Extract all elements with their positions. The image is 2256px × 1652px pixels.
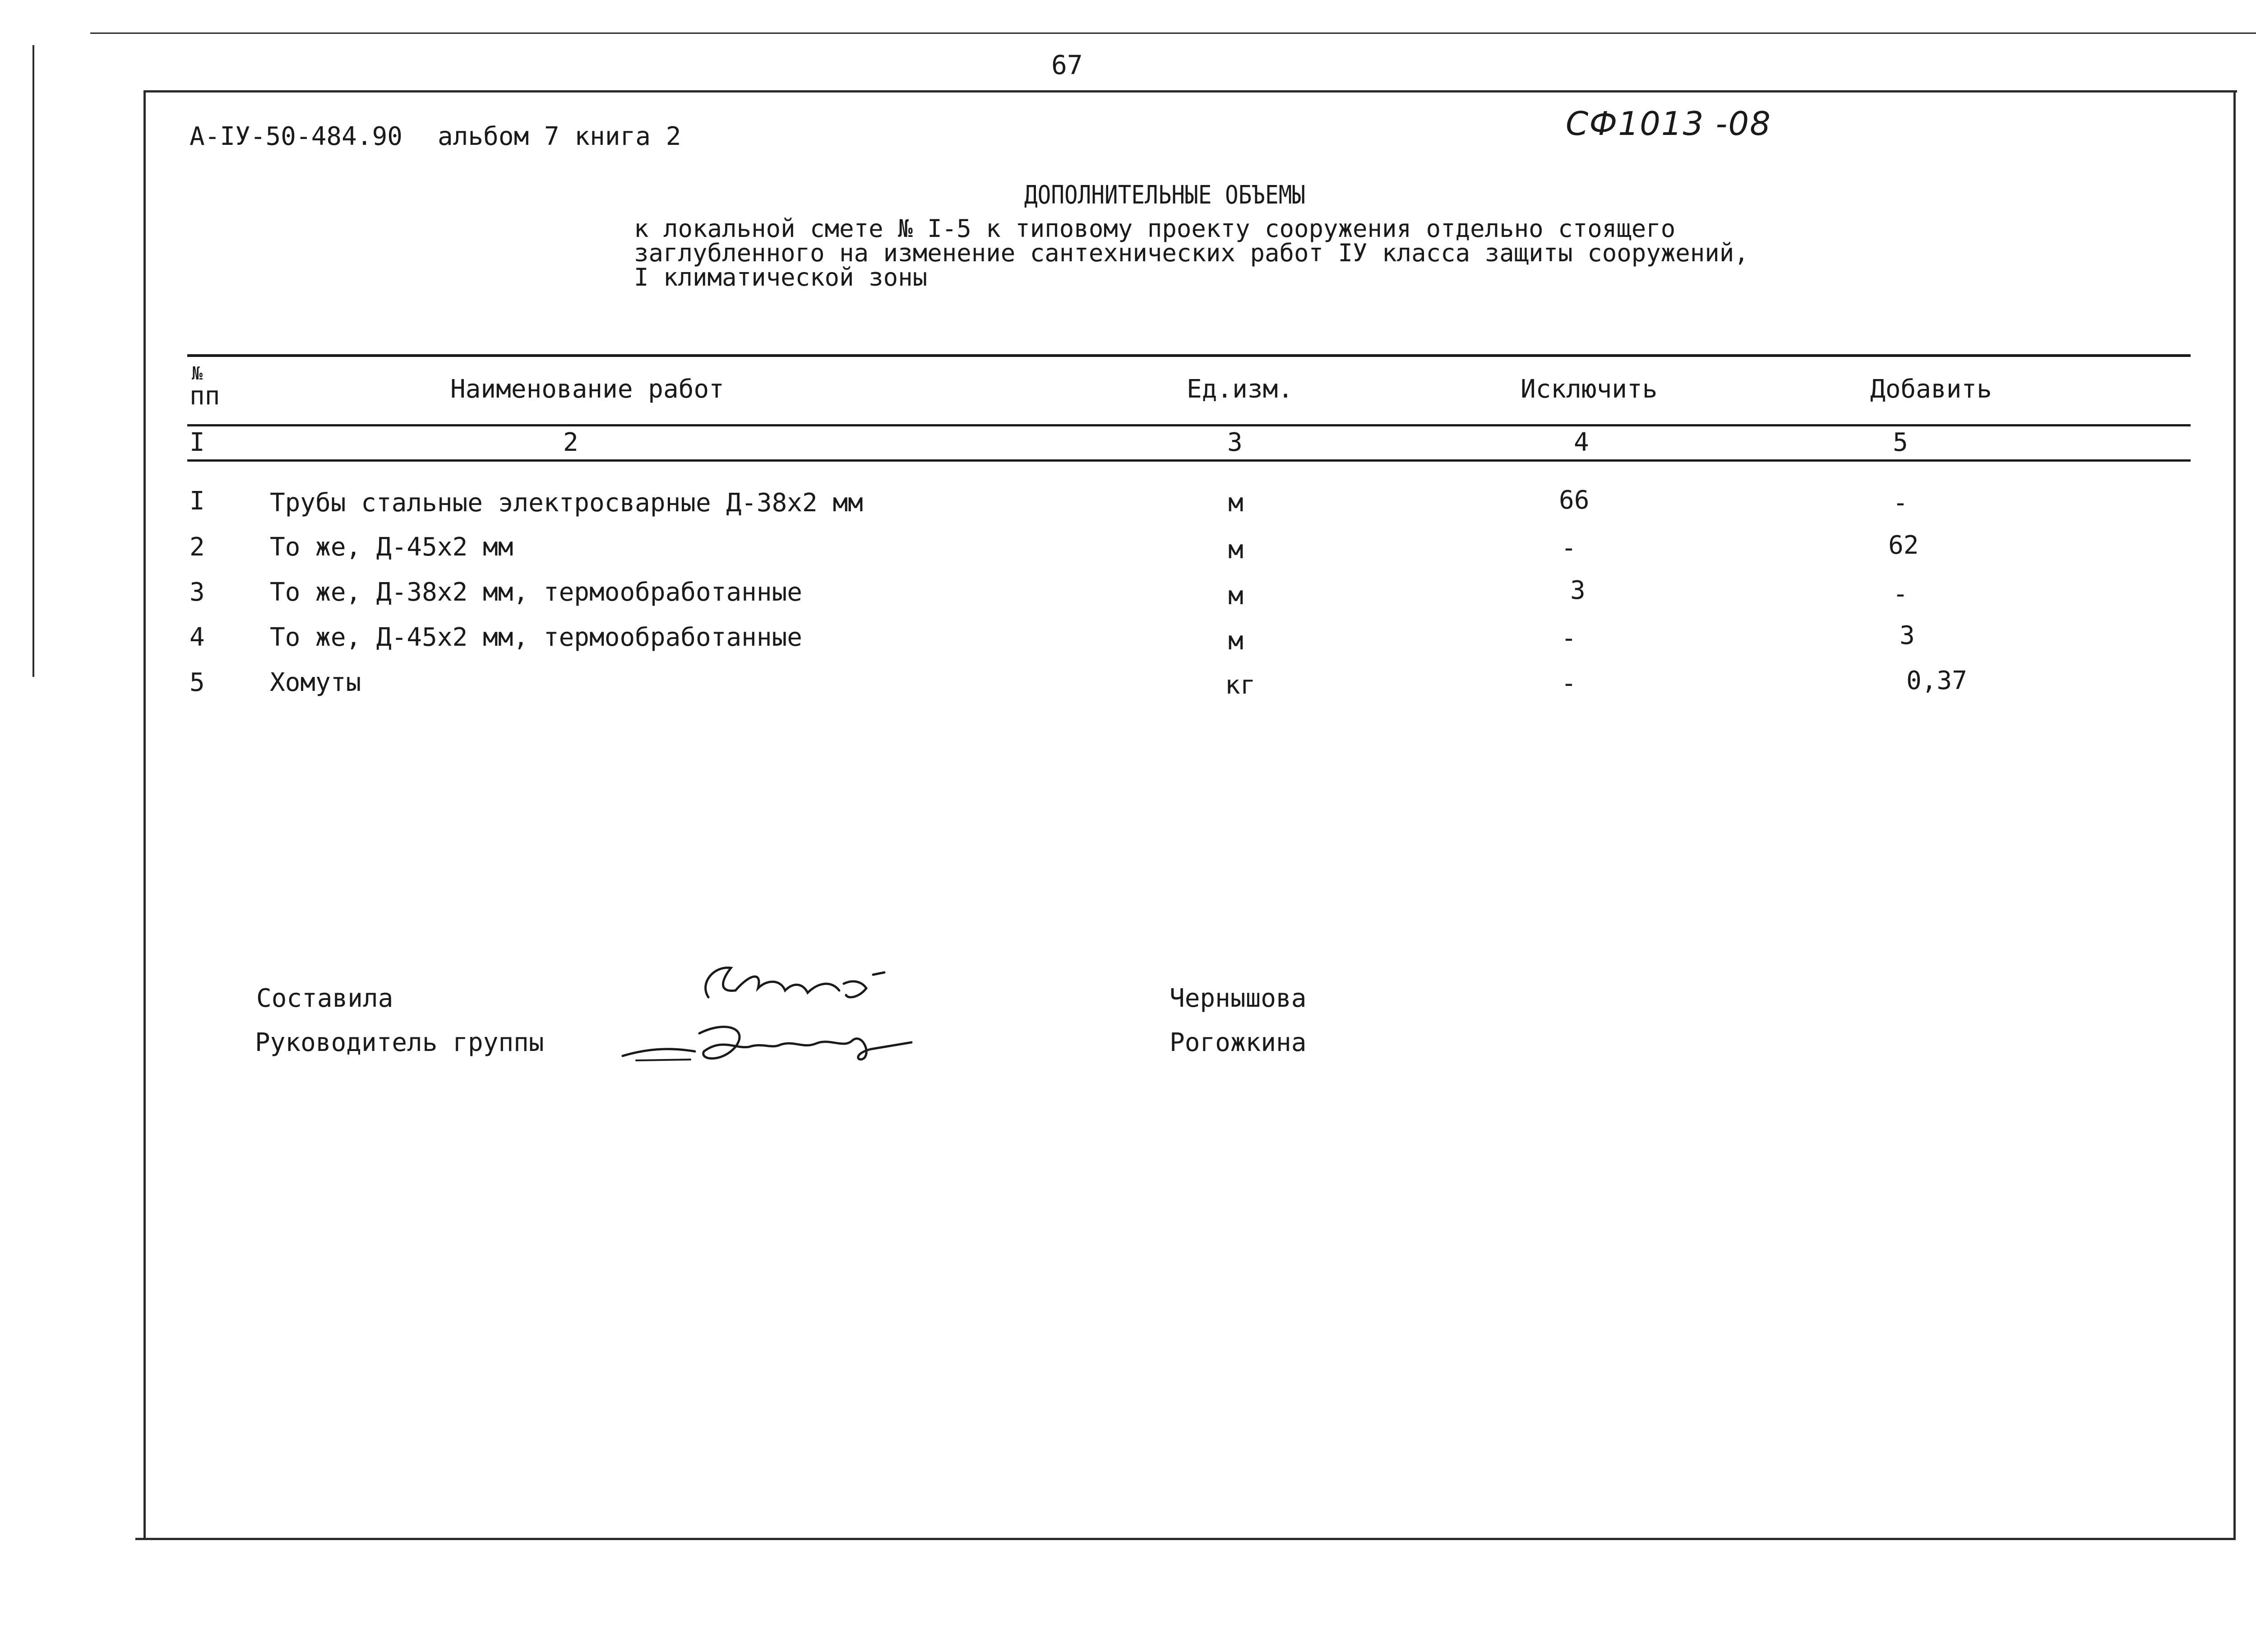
row-number: 2 [190, 532, 205, 562]
column-number-3: 3 [1227, 428, 1243, 457]
row-exclude: - [1561, 669, 1576, 698]
group-lead-label: Руководитель группы [255, 1028, 544, 1057]
header-unit: Ед.изм. [1187, 375, 1294, 404]
group-lead-name: Рогожкина [1170, 1028, 1307, 1057]
column-number-2: 2 [563, 428, 578, 457]
row-number: 3 [190, 578, 205, 607]
header-num-bottom: пп [190, 381, 220, 411]
column-number-1: I [190, 428, 205, 457]
row-add: 62 [1888, 531, 1919, 560]
row-work-name: Хомуты [270, 668, 361, 697]
handwritten-signature-lead [618, 1006, 916, 1078]
row-work-name: Трубы стальные электросварные Д-38х2 мм [270, 488, 863, 518]
header-rule [187, 424, 2191, 426]
scan-edge-left [32, 45, 34, 677]
row-add: 0,37 [1906, 666, 1967, 695]
frame-top [143, 90, 2237, 93]
subtitle-line-1: к локальной смете № I-5 к типовому проекту сооружения отдельно стоящего [634, 214, 1676, 243]
stamp-code: СФ1013 -08 [1566, 105, 1771, 143]
frame-bottom [135, 1538, 2236, 1540]
header-work-name: Наименование работ [450, 375, 724, 404]
compiled-by-label: Составила [256, 984, 393, 1013]
row-work-name: То же, Д-45х2 мм, термообработанные [270, 623, 803, 652]
subtitle-line-3: I климатической зоны [634, 263, 928, 292]
row-unit: м [1228, 581, 1244, 611]
row-exclude: 3 [1570, 576, 1586, 605]
row-unit: м [1228, 488, 1244, 518]
document-title: ДОПОЛНИТЕЛЬНЫЕ ОБЪЕМЫ [1024, 180, 1306, 210]
row-add: 3 [1900, 621, 1915, 650]
row-exclude: 66 [1559, 486, 1590, 515]
album-reference: альбом 7 книга 2 [438, 122, 681, 151]
row-number: I [190, 486, 205, 516]
header-num-top: № [192, 363, 203, 384]
page-number: 67 [1051, 50, 1083, 80]
column-number-rule [187, 459, 2191, 462]
row-unit: м [1228, 535, 1244, 565]
column-number-4: 4 [1574, 428, 1589, 457]
frame-left [143, 90, 146, 1539]
table-top-rule [187, 354, 2191, 357]
row-number: 4 [190, 623, 205, 652]
frame-right [2233, 90, 2236, 1539]
row-exclude: - [1561, 533, 1576, 563]
row-unit: кг [1225, 671, 1256, 700]
row-work-name: То же, Д-38х2 мм, термообработанные [270, 578, 803, 607]
document-code: А-IУ-50-484.90 [190, 122, 403, 151]
compiled-by-name: Чернышова [1170, 984, 1307, 1013]
row-add: - [1893, 488, 1908, 518]
row-exclude: - [1561, 624, 1576, 653]
column-number-5: 5 [1893, 428, 1908, 457]
row-unit: м [1228, 626, 1244, 656]
row-work-name: То же, Д-45х2 мм [270, 532, 513, 562]
scan-edge-top [90, 32, 2256, 34]
row-number: 5 [190, 668, 205, 697]
row-add: - [1893, 579, 1908, 609]
header-exclude: Исключить [1521, 375, 1658, 404]
subtitle-line-2: заглубленного на изменение сантехнических работ IУ класса защиты сооружений, [634, 239, 1749, 267]
header-add: Добавить [1870, 375, 1992, 404]
